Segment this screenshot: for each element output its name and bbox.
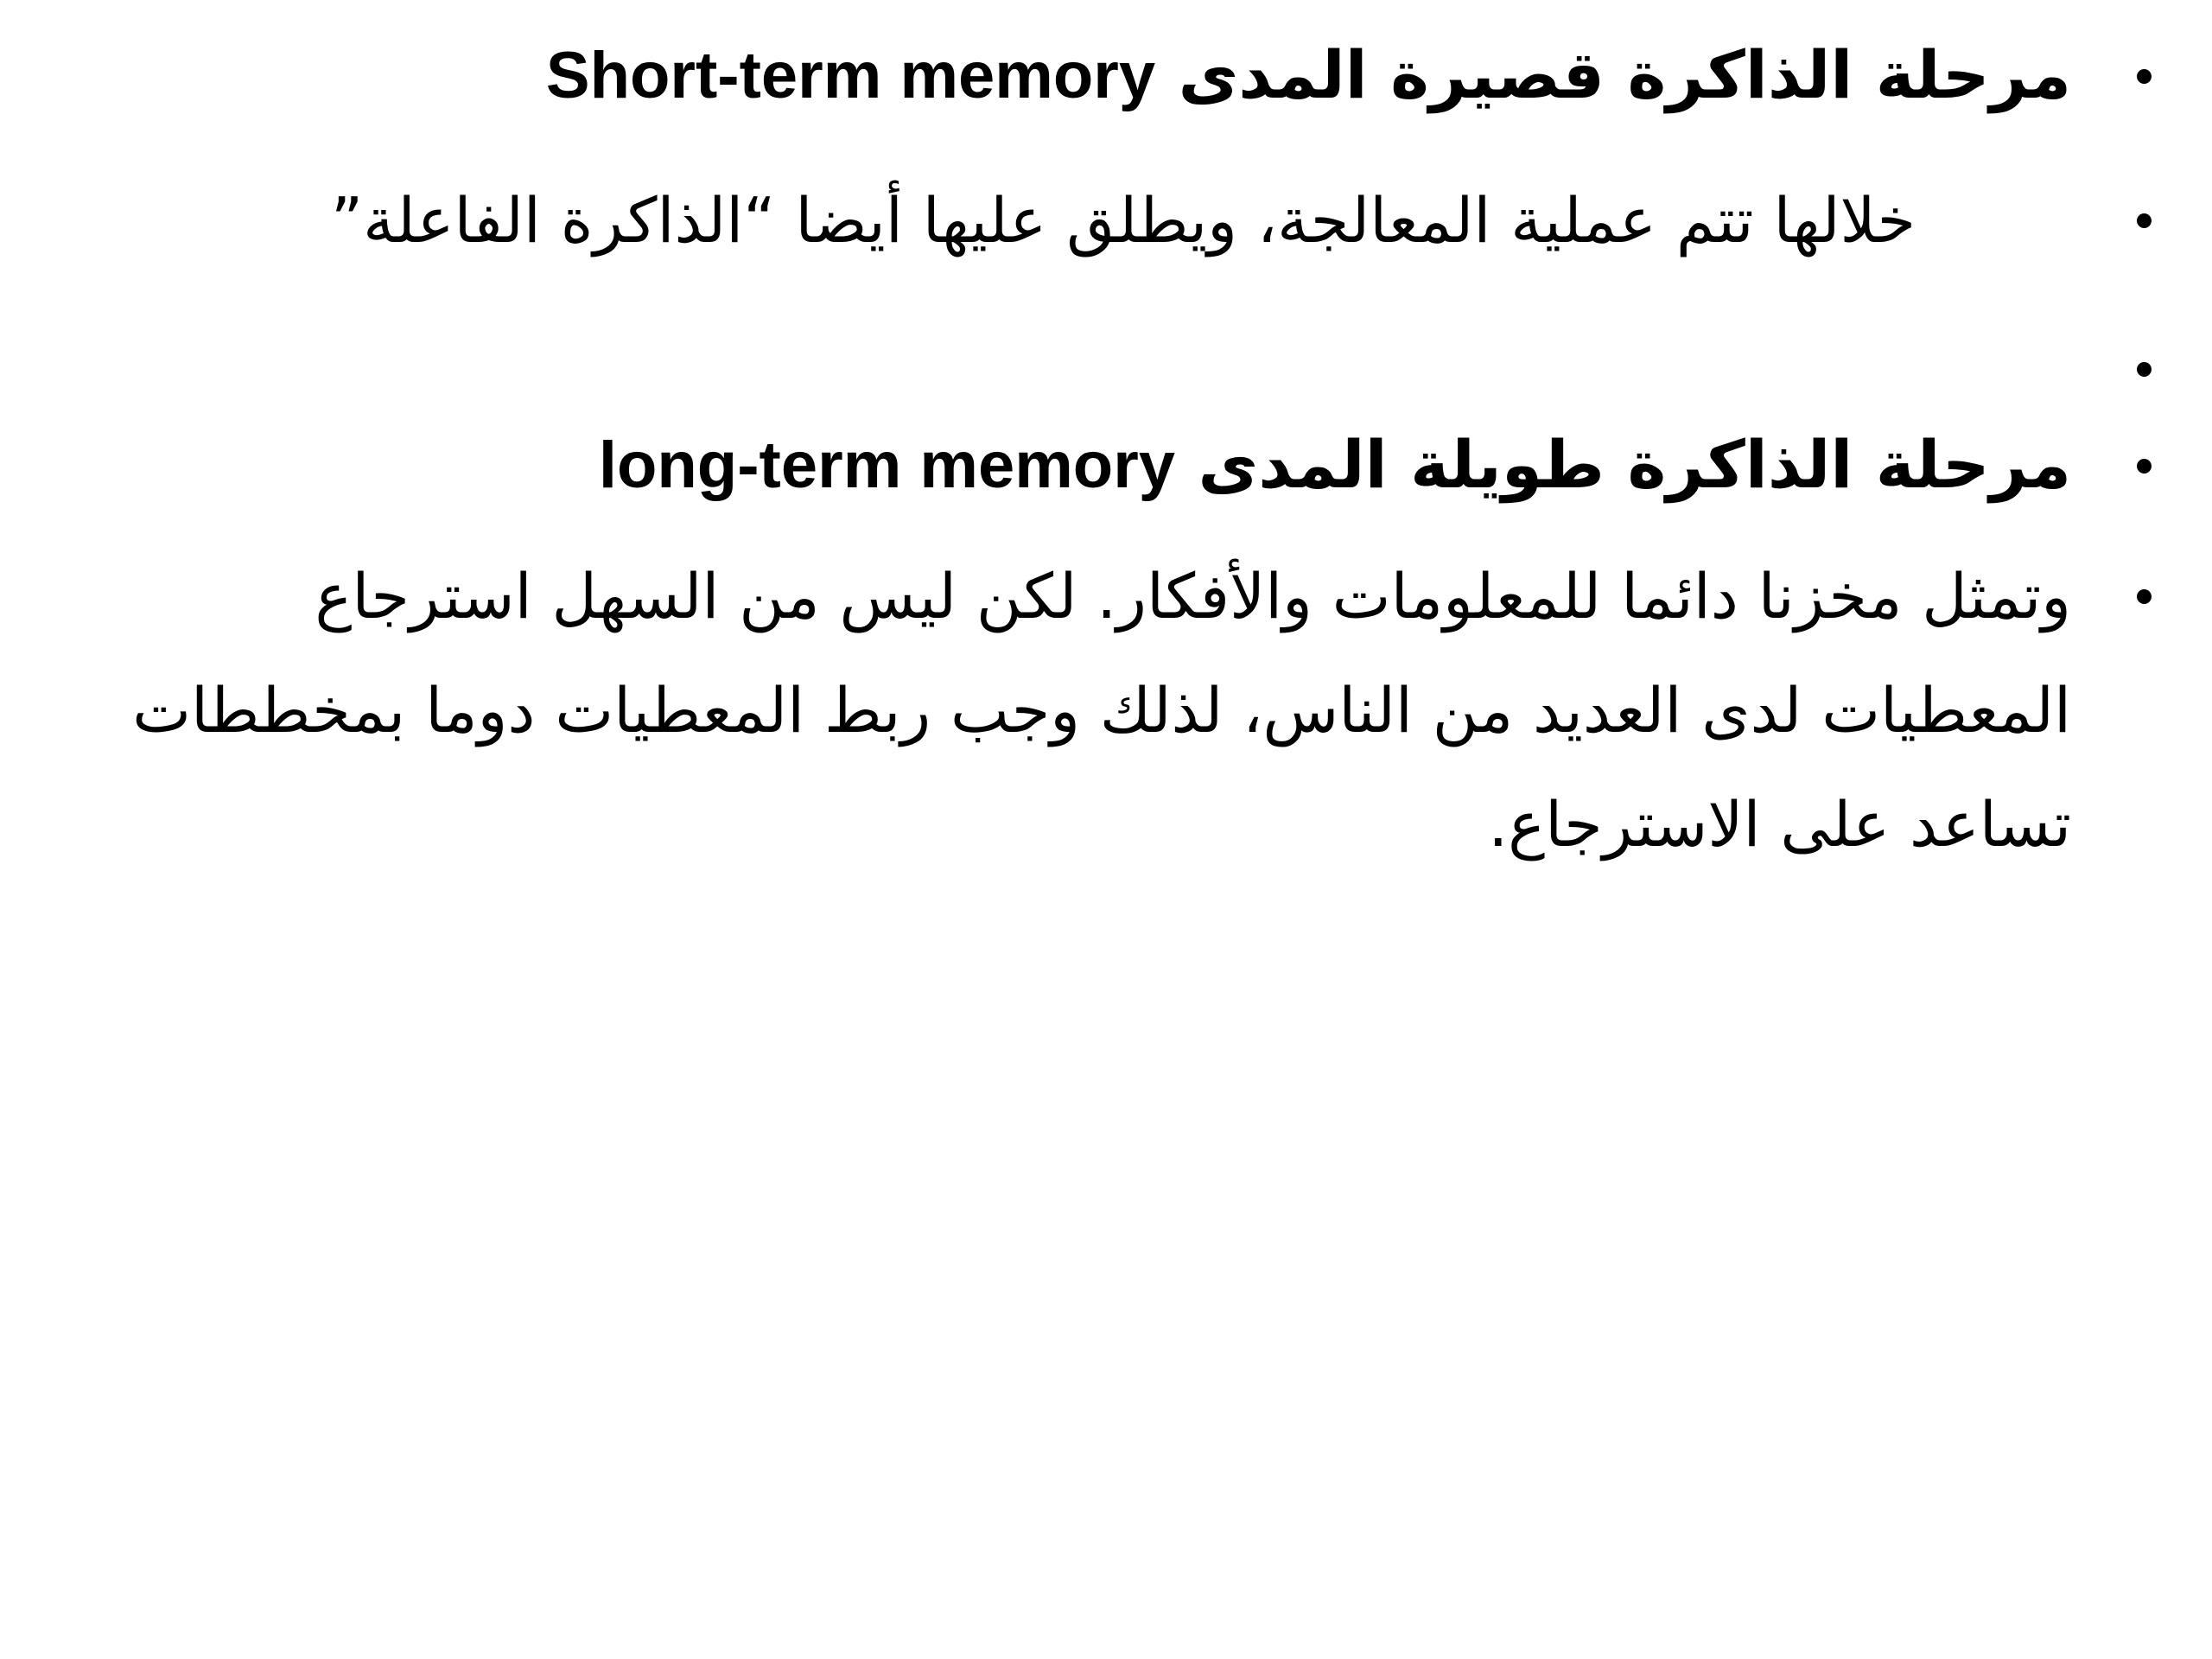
bullet-short-term-description — [54, 163, 2162, 277]
bullet-dot-icon — [2137, 69, 2152, 84]
bullet-empty — [54, 312, 2162, 414]
bullet-dot-icon — [2137, 362, 2152, 377]
bullet-short-term-heading — [54, 24, 2162, 127]
bullet-dot-icon — [2137, 589, 2152, 604]
bullet-dot-icon — [2137, 459, 2152, 474]
long-term-heading-english: long-term memory — [598, 429, 1176, 502]
bullet-list — [54, 24, 2162, 881]
long-term-heading-arabic: مرحلة الذاكرة طويلة المدى — [1198, 426, 2071, 503]
bullet-dot-icon — [2137, 213, 2152, 228]
short-term-heading-arabic: مرحلة الذاكرة قصيرة المدى — [1178, 36, 2071, 113]
short-term-description-text: خلالها تتم عملية المعالجة، ويطلق عليها أيضا “الذاكرة الفاعلة” — [330, 184, 1916, 257]
long-term-description-text: وتمثل مخزنا دائما للمعلومات والأفكار. لكن ليس من السهل استرجاع المعطيات لدى العديد من الناس، لذلك وجب ربط المعطيات دوما بمخططات تساعد على الاسترجاع. — [132, 560, 2071, 861]
short-term-heading-english: Short-term memory — [545, 39, 1156, 112]
bullet-long-term-heading — [54, 414, 2162, 517]
bullet-long-term-description — [54, 539, 2162, 881]
